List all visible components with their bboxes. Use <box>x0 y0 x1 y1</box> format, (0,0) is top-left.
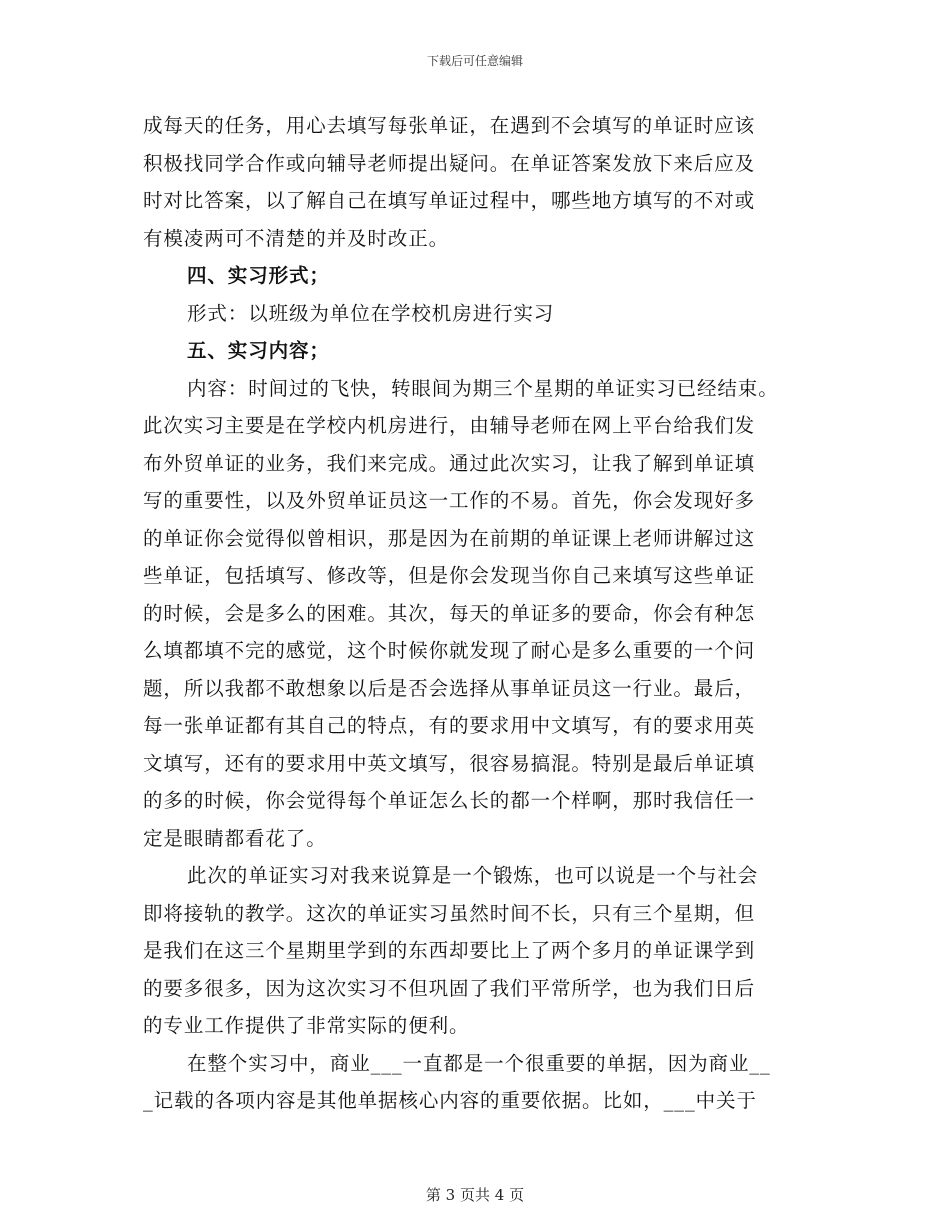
text-line: 是我们在这三个星期里学到的东西却要比上了两个多月的单证课学到 <box>143 939 756 962</box>
text-line: 文填写，还有的要求用中英文填写，很容易搞混。特别是最后单证填 <box>143 751 756 775</box>
text-line: 每一张单证都有其自己的特点，有的要求用中文填写，有的要求用英 <box>143 714 756 737</box>
text-line: 成每天的任务，用心去填写每张单证，在遇到不会填写的单证时应该 <box>143 114 756 137</box>
text-line: 形式：以班级为单位在学校机房进行实习 <box>187 301 555 325</box>
text-line: 有模凌两可不清楚的并及时改正。 <box>143 226 450 250</box>
text-line: 在整个实习中，商业___一直都是一个很重要的单据，因为商业__ <box>187 1051 771 1075</box>
page-footer: 第 3 页共 4 页 <box>425 1186 525 1204</box>
page-header: 下载后可任意编辑 <box>426 54 523 68</box>
document-body <box>143 107 803 1120</box>
text-line: 时对比答案，以了解自己在填写单证过程中，哪些地方填写的不对或 <box>143 189 756 212</box>
text-line: 些单证，包括填写、修改等，但是你会发现当你自己来填写这些单证 <box>143 564 756 587</box>
text-line: 积极找同学合作或向辅导老师提出疑问。在单证答案发放下来后应及 <box>143 151 756 175</box>
text-line: 写的重要性，以及外贸单证员这一工作的不易。首先，你会发现好多 <box>143 489 756 512</box>
section-heading: 四、实习形式； <box>187 264 330 287</box>
text-line: 此次实习主要是在学校内机房进行，由辅导老师在网上平台给我们发 <box>143 414 756 437</box>
text-line: 的时候，会是多么的困难。其次，每天的单证多的要命，你会有种怎 <box>143 601 756 625</box>
text-line: _记载的各项内容是其他单据核心内容的重要依据。比如，___中关于 <box>143 1089 757 1112</box>
text-line: 么填都填不完的感觉，这个时候你就发现了耐心是多么重要的一个问 <box>143 639 756 662</box>
text-line: 的要多很多，因为这次实习不但巩固了我们平常所学，也为我们日后 <box>143 976 756 1000</box>
text-line: 的专业工作提供了非常实际的便利。 <box>143 1014 470 1037</box>
text-line: 内容：时间过的飞快，转眼间为期三个星期的单证实习已经结束。 <box>187 376 779 400</box>
text-line: 布外贸单证的业务，我们来完成。通过此次实习，让我了解到单证填 <box>143 451 756 475</box>
text-line: 即将接轨的教学。这次的单证实习虽然时间不长，只有三个星期，但 <box>143 901 756 925</box>
section-heading: 五、实习内容； <box>187 339 330 362</box>
text-line: 此次的单证实习对我来说算是一个锻炼，也可以说是一个与社会 <box>187 864 759 887</box>
text-line: 的单证你会觉得似曾相识，那是因为在前期的单证课上老师讲解过这 <box>143 526 756 550</box>
text-line: 题，所以我都不敢想象以后是否会选择从事单证员这一行业。最后， <box>143 676 756 700</box>
text-line: 定是眼睛都看花了。 <box>143 826 327 850</box>
text-line: 的多的时候，你会觉得每个单证怎么长的都一个样啊，那时我信任一 <box>143 789 756 812</box>
